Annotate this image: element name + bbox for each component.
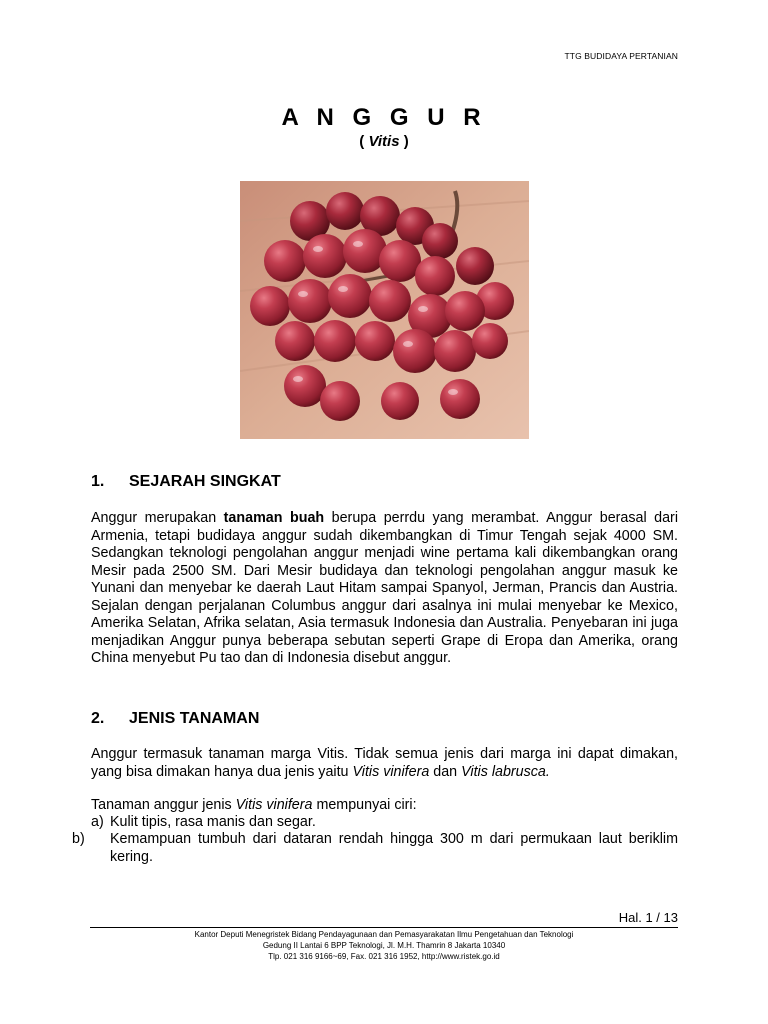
- vinifera-intro: Tanaman anggur jenis Vitis vinifera mempunyai ciri:: [91, 797, 417, 813]
- document-title: A N G G U R: [281, 104, 487, 131]
- varieties-paragraph: Anggur termasuk tanaman marga Vitis. Tidak semua jenis dari marga ini dapat dimakan, yang bisa dimakan hanya dua jenis yaitu Vitis vinifera dan Vitis labrusca.: [91, 746, 678, 780]
- document-subtitle: ( Vitis ): [359, 133, 409, 150]
- footer-contact: Tlp. 021 316 9166~69, Fax. 021 316 1952, http://www.ristek.go.id: [268, 952, 500, 961]
- footer-address: Gedung II Lantai 6 BPP Teknologi, Jl. M.H. Thamrin 8 Jakarta 10340: [262, 941, 506, 950]
- running-header: TTG BUDIDAYA PERTANIAN: [564, 51, 678, 61]
- latin-name: Vitis: [368, 133, 400, 150]
- section-heading-varieties: 2. JENIS TANAMAN: [91, 710, 260, 727]
- page-number: Hal. 1 / 13: [618, 910, 678, 925]
- section-heading-history: 1. SEJARAH SINGKAT: [91, 473, 281, 490]
- history-paragraph: Anggur merupakan tanaman buah berupa perrdu yang merambat. Anggur berasal dari Armenia, tetapi budidaya anggur sudah dikembangkan di Timur Tengah sejak 4000 SM. Sedangkan teknologi pengolahan anggur menjadi wine pertama kali dikembangkan orang Mesir pada 2500 SM. Dari Mesir budidaya dan teknologi pengolahan anggur masuk ke Yunani dan menyebar ke daerah Laut Hitam sampai Spanyol, Jerman, Prancis dan Austria. Sejalan dengan perjalanan Columbus anggur dari asalnya ini mulai menyebar ke Mexico, Amerika Selatan, Afrika selatan, Asia termasuk Indonesia dan Australia. Penyebaran ini juga menjadikan Anggur punya beberapa sebutan seperti Grape di Eropa dan Amerika, orang China menyebut Pu tao dan di Indonesia disebut anggur.: [91, 510, 678, 666]
- footer-divider: [90, 927, 678, 928]
- footer-office: Kantor Deputi Menegristek Bidang Pendayagunaan dan Pemasyarakatan Ilmu Pengetahuan dan Teknologi: [194, 930, 574, 939]
- list-item: b) Kemampuan tumbuh dari dataran rendah hingga 300 m dari permukaan laut beriklim kering.: [72, 831, 678, 865]
- list-item: a) Kulit tipis, rasa manis dan segar.: [91, 814, 316, 830]
- grapes-photo: [240, 181, 529, 439]
